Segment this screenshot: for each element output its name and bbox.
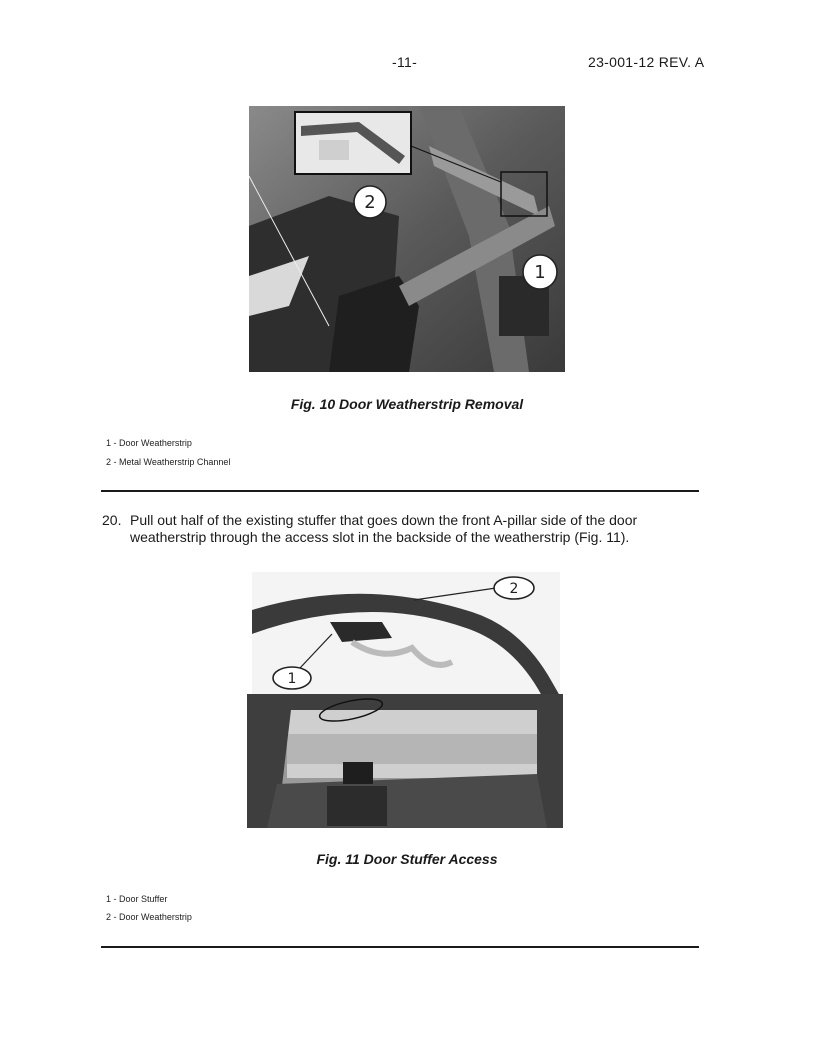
callout-1-label: 1 bbox=[534, 262, 546, 283]
callout-1-fig10 bbox=[520, 253, 560, 291]
callout-2-label: 2 bbox=[364, 192, 376, 213]
step-text-line-1: Pull out half of the existing stuffer that goes down the front A-pillar side of the door bbox=[130, 512, 638, 528]
figure-11-door-photo bbox=[247, 694, 563, 828]
page-number: -11- bbox=[392, 54, 418, 70]
callout-1-fig11-label: 1 bbox=[287, 671, 297, 687]
figure-10-legend-item-1: 1 - Door Weatherstrip bbox=[106, 438, 192, 448]
figure-10-photo bbox=[249, 106, 565, 372]
door-interior-illustration bbox=[247, 694, 563, 828]
figure-11-legend-item-2: 2 - Door Weatherstrip bbox=[106, 912, 192, 922]
figure-10-legend-item-2: 2 - Metal Weatherstrip Channel bbox=[106, 457, 231, 467]
figure-10-illustration bbox=[249, 106, 565, 372]
figure-10-caption: Fig. 10 Door Weatherstrip Removal bbox=[290, 396, 524, 412]
callout-1-fig11 bbox=[270, 628, 350, 692]
step-number: 20. bbox=[102, 512, 122, 528]
callout-2-fig11-label: 2 bbox=[509, 581, 519, 597]
figure-11-caption: Fig. 11 Door Stuffer Access bbox=[316, 851, 498, 867]
step-text-line-2: weatherstrip through the access slot in the backside of the weatherstrip (Fig. 11). bbox=[130, 529, 630, 545]
section-divider-1 bbox=[101, 490, 699, 492]
document-id: 23-001-12 REV. A bbox=[588, 54, 705, 70]
callout-2-fig11 bbox=[408, 572, 538, 622]
section-divider-2 bbox=[101, 946, 699, 948]
callout-2-fig10 bbox=[352, 184, 388, 220]
figure-11-legend-item-1: 1 - Door Stuffer bbox=[106, 894, 168, 904]
